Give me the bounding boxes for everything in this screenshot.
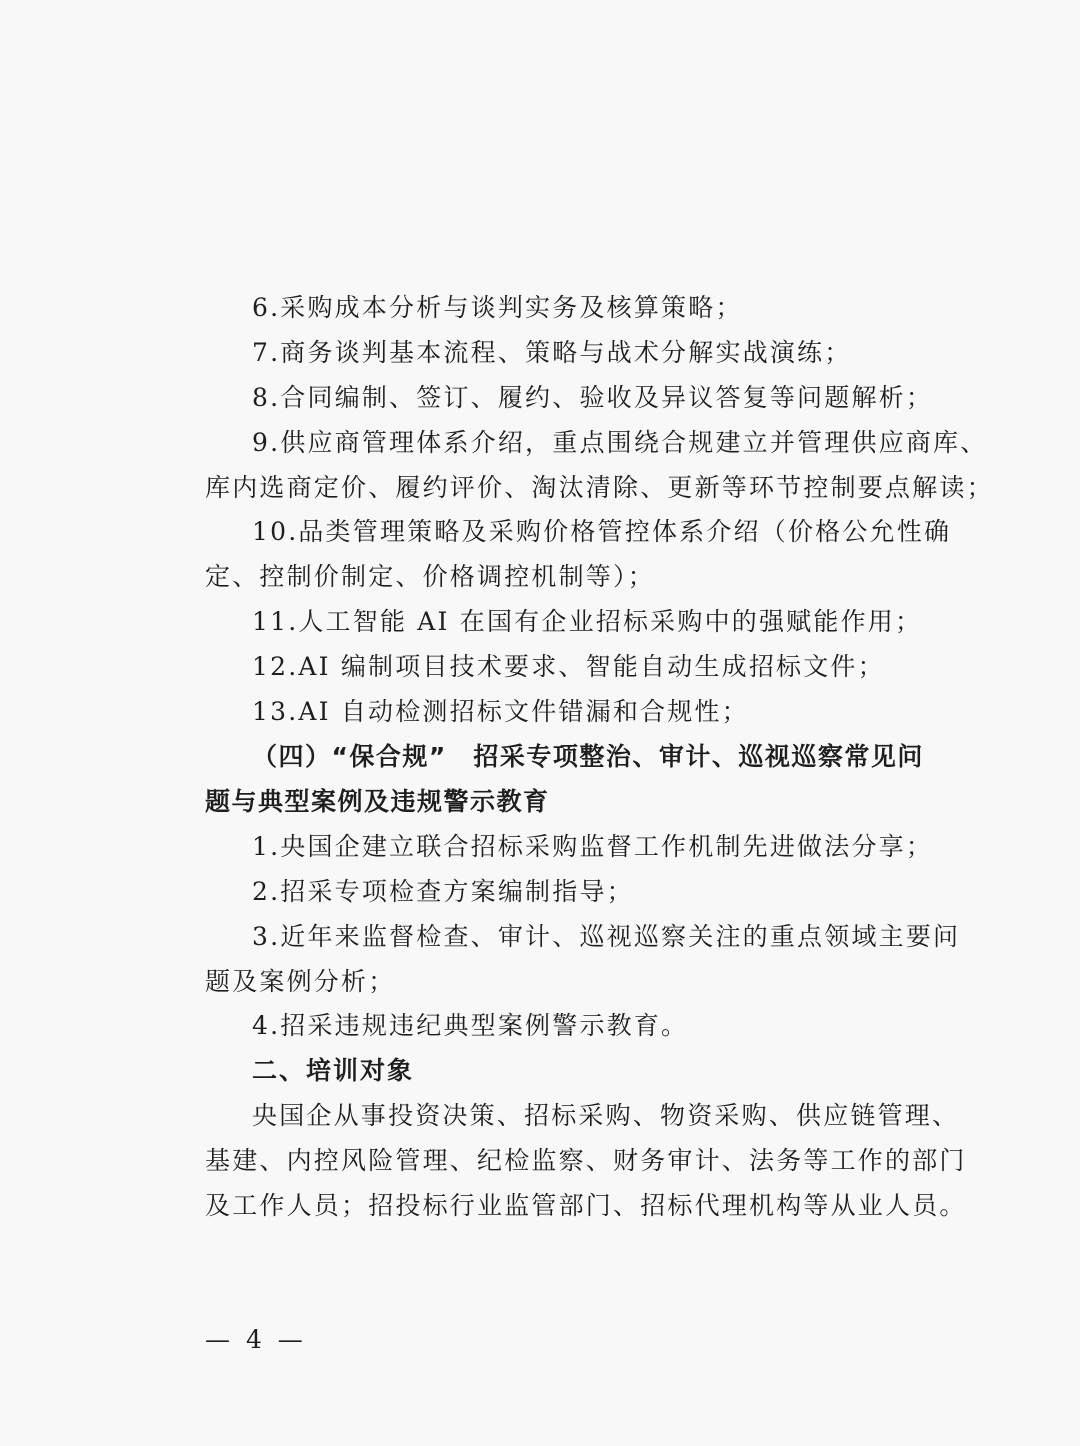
list-item-8: 8.合同编制、签订、履约、验收及异议答复等问题解析；	[252, 383, 934, 412]
list-item-13: 13.AI 自动检测招标文件错漏和合规性；	[252, 697, 749, 726]
section-four-item-3-line-2: 题及案例分析；	[205, 967, 396, 996]
section-four-item-2: 2.招采专项检查方案编制指导；	[252, 877, 634, 906]
section-four-item-1: 1.央国企建立联合招标采购监督工作机制先进做法分享；	[252, 832, 934, 861]
list-item-10-line-1: 10.品类管理策略及采购价格管控体系介绍（价格公允性确	[252, 517, 952, 546]
section-four-item-4: 4.招采违规违纪典型案例警示教育。	[252, 1011, 689, 1040]
list-item-12: 12.AI 编制项目技术要求、智能自动生成招标文件；	[252, 652, 885, 681]
list-item-11: 11.人工智能 AI 在国有企业招标采购中的强赋能作用；	[252, 607, 923, 636]
list-item-6: 6.采购成本分析与谈判实务及核算策略；	[252, 293, 743, 322]
list-item-10-line-2: 定、控制价制定、价格调控机制等）；	[205, 562, 655, 591]
section-four-item-3-line-1: 3.近年来监督检查、审计、巡视巡察关注的重点领域主要问	[252, 922, 961, 951]
training-target-paragraph-line-3: 及工作人员；招投标行业监管部门、招标代理机构等从业人员。	[205, 1191, 967, 1220]
training-target-paragraph-line-2: 基建、内控风险管理、纪检监察、财务审计、法务等工作的部门	[205, 1146, 967, 1175]
section-four-title-line-2: 题与典型案例及违规警示教育	[205, 787, 550, 816]
list-item-9-line-2: 库内选商定价、履约评价、淘汰清除、更新等环节控制要点解读；	[205, 473, 994, 502]
section-four-title-line-1: （四）“保合规” 招采专项整治、审计、巡视巡察常见问	[252, 742, 924, 771]
training-target-paragraph-line-1: 央国企从事投资决策、招标采购、物资采购、供应链管理、	[252, 1101, 960, 1130]
page-number: — 4 —	[205, 1325, 307, 1354]
list-item-7: 7.商务谈判基本流程、策略与战术分解实战演练；	[252, 338, 852, 367]
training-target-heading: 二、培训对象	[252, 1056, 415, 1085]
list-item-9-line-1: 9.供应商管理体系介绍，重点围绕合规建立并管理供应商库、	[252, 428, 988, 457]
